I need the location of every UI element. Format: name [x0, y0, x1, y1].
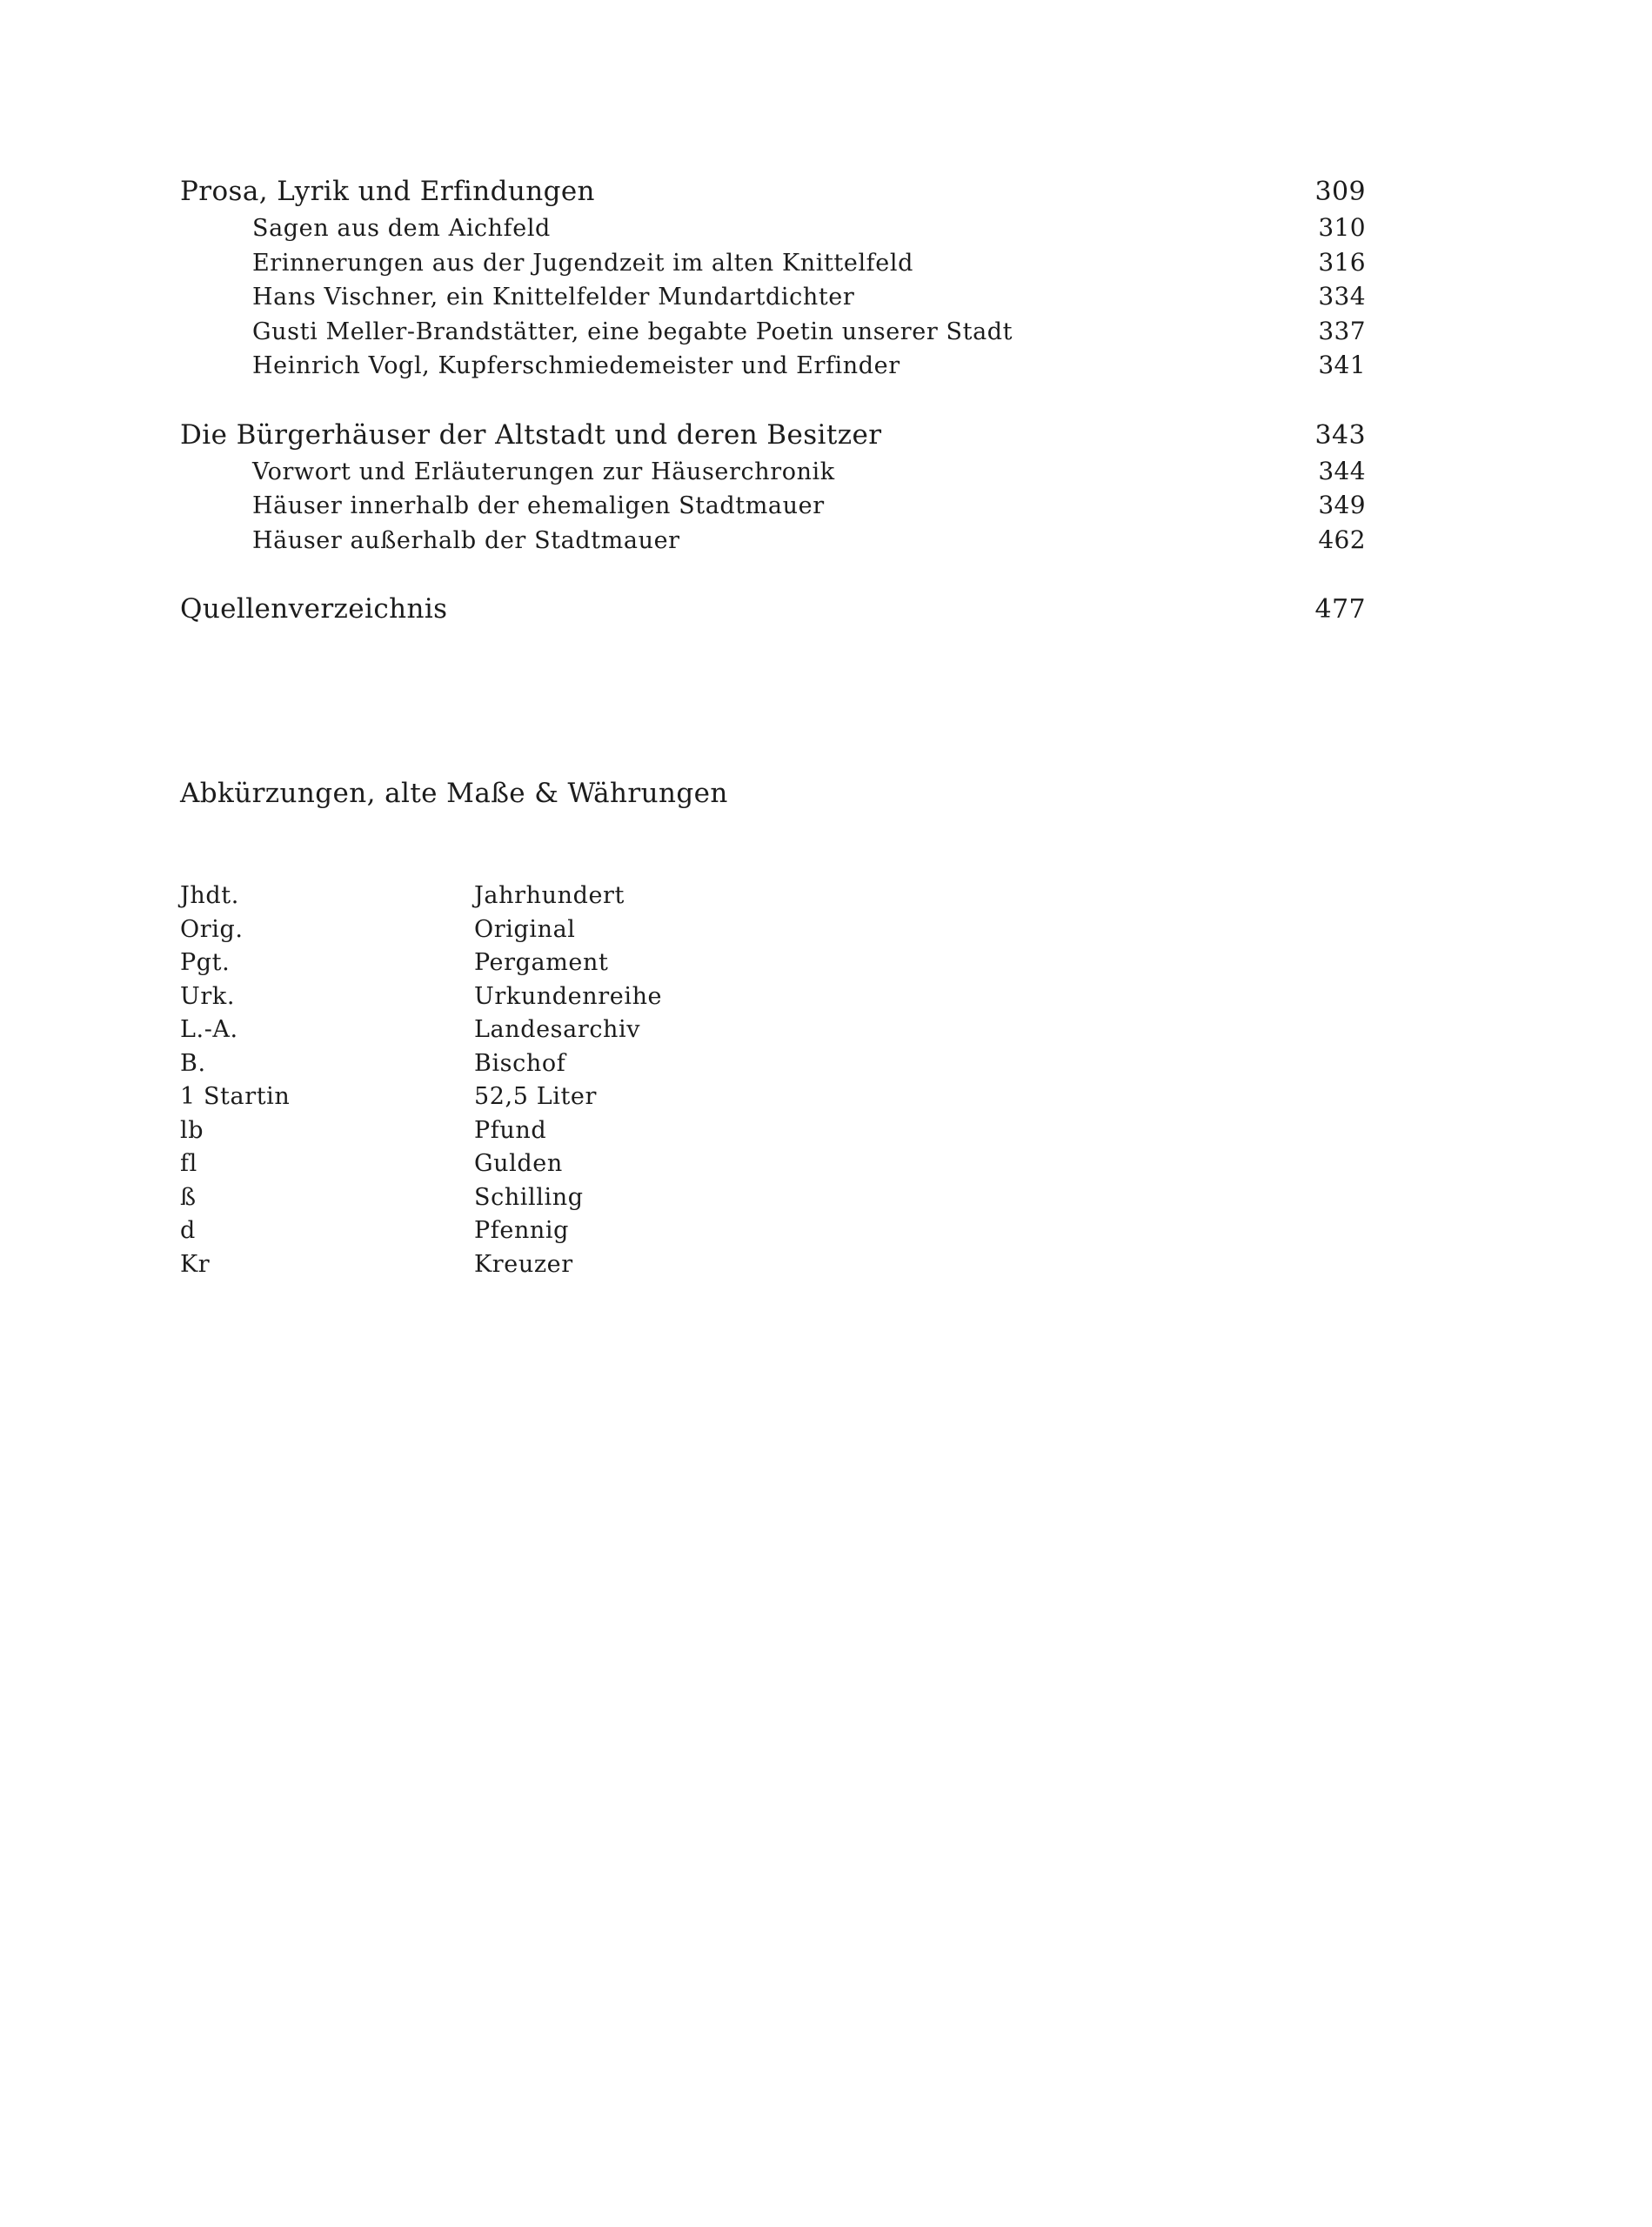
- toc-section-heading: [180, 590, 1366, 629]
- toc-entry: [180, 455, 1366, 490]
- toc-section-heading: [180, 416, 1366, 455]
- toc-section-title: Die Bürgerhäuser der Altstadt und deren Besitzer: [180, 418, 882, 451]
- abbreviation-term: ß: [180, 1183, 197, 1211]
- abbreviation-term: lb: [180, 1116, 204, 1144]
- abbreviation-meaning: Landesarchiv: [474, 1016, 641, 1043]
- toc-section: [180, 172, 1366, 384]
- abbreviation-meaning: Pfennig: [474, 1217, 570, 1244]
- abbreviation-term: d: [180, 1217, 196, 1244]
- toc-section: [180, 590, 1366, 629]
- toc-entry-title: Hans Vischner, ein Knittelfelder Mundartdichter: [252, 284, 855, 311]
- toc-entry: [180, 524, 1366, 558]
- abbreviation-meaning: Original: [474, 915, 576, 943]
- toc-entry-page: 334: [1318, 282, 1366, 311]
- toc-entry-page: 337: [1318, 316, 1366, 345]
- abbreviation-row: [180, 1080, 789, 1114]
- toc-entry-title: Gusti Meller-Brandstätter, eine begabte Poetin unserer Stadt: [252, 318, 1013, 345]
- abbreviation-meaning: Pergament: [474, 949, 609, 976]
- toc-section-title: Prosa, Lyrik und Erfindungen: [180, 176, 595, 207]
- abbreviations-heading: Abkürzungen, alte Maße & Währungen: [180, 778, 728, 809]
- abbreviation-term: L.-A.: [180, 1016, 238, 1043]
- toc-entry: [180, 280, 1366, 315]
- abbreviation-term: Pgt.: [180, 949, 231, 976]
- abbreviation-row: [180, 1181, 789, 1215]
- toc-entry-page: 310: [1318, 213, 1366, 242]
- toc-entry-page: 344: [1318, 456, 1366, 485]
- abbreviation-term: fl: [180, 1150, 197, 1177]
- abbreviation-row: [180, 1214, 789, 1248]
- toc-entry-title: Häuser außerhalb der Stadtmauer: [252, 526, 680, 554]
- abbreviation-row: [180, 946, 789, 980]
- abbreviation-meaning: 52,5 Liter: [474, 1083, 597, 1110]
- abbreviation-row: [180, 980, 789, 1014]
- abbreviation-row: [180, 879, 789, 913]
- toc-section-title: Quellenverzeichnis: [180, 593, 448, 625]
- toc-entry-title: Häuser innerhalb der ehemaligen Stadtmauer: [252, 492, 825, 519]
- toc-entry: [180, 489, 1366, 524]
- abbreviation-meaning: Kreuzer: [474, 1250, 573, 1278]
- abbreviation-row: [180, 913, 789, 947]
- toc-entry-page: 341: [1318, 351, 1366, 379]
- abbreviation-term: 1 Startin: [180, 1083, 291, 1110]
- toc-section: [180, 416, 1366, 558]
- toc-entry-page: 349: [1318, 491, 1366, 519]
- abbreviation-meaning: Gulden: [474, 1150, 563, 1177]
- table-of-contents: [180, 172, 1366, 661]
- toc-entry-title: Sagen aus dem Aichfeld: [252, 215, 551, 242]
- toc-entry: [180, 211, 1366, 246]
- toc-section-page: 477: [1314, 594, 1366, 625]
- toc-entry-page: 316: [1318, 247, 1366, 277]
- abbreviation-row: [180, 1147, 789, 1181]
- abbreviation-row: [180, 1013, 789, 1047]
- toc-section-page: 343: [1314, 419, 1366, 451]
- toc-entry: [180, 315, 1366, 350]
- abbreviation-term: B.: [180, 1049, 206, 1077]
- toc-entry-title: Heinrich Vogl, Kupferschmiedemeister und Erfinder: [252, 352, 900, 379]
- abbreviations-list: [180, 879, 789, 1281]
- toc-entry-title: Erinnerungen aus der Jugendzeit im alten Knittelfeld: [252, 249, 913, 277]
- abbreviation-meaning: Urkundenreihe: [474, 982, 663, 1010]
- toc-entry-page: 462: [1318, 525, 1366, 554]
- toc-entry-title: Vorwort und Erläuterungen zur Häuserchronik: [252, 458, 835, 485]
- abbreviation-term: Orig.: [180, 915, 244, 943]
- toc-section-heading: [180, 172, 1366, 211]
- abbreviation-meaning: Schilling: [474, 1183, 584, 1211]
- abbreviation-meaning: Bischof: [474, 1049, 566, 1077]
- abbreviation-term: Kr: [180, 1250, 211, 1278]
- abbreviation-row: [180, 1114, 789, 1148]
- abbreviation-meaning: Pfund: [474, 1116, 547, 1144]
- toc-section-page: 309: [1314, 177, 1366, 207]
- toc-entry: [180, 349, 1366, 384]
- toc-entry: [180, 246, 1366, 281]
- abbreviation-term: Urk.: [180, 982, 236, 1010]
- abbreviation-meaning: Jahrhundert: [474, 882, 625, 909]
- abbreviation-term: Jhdt.: [180, 882, 239, 909]
- abbreviation-row: [180, 1248, 789, 1282]
- abbreviation-row: [180, 1047, 789, 1081]
